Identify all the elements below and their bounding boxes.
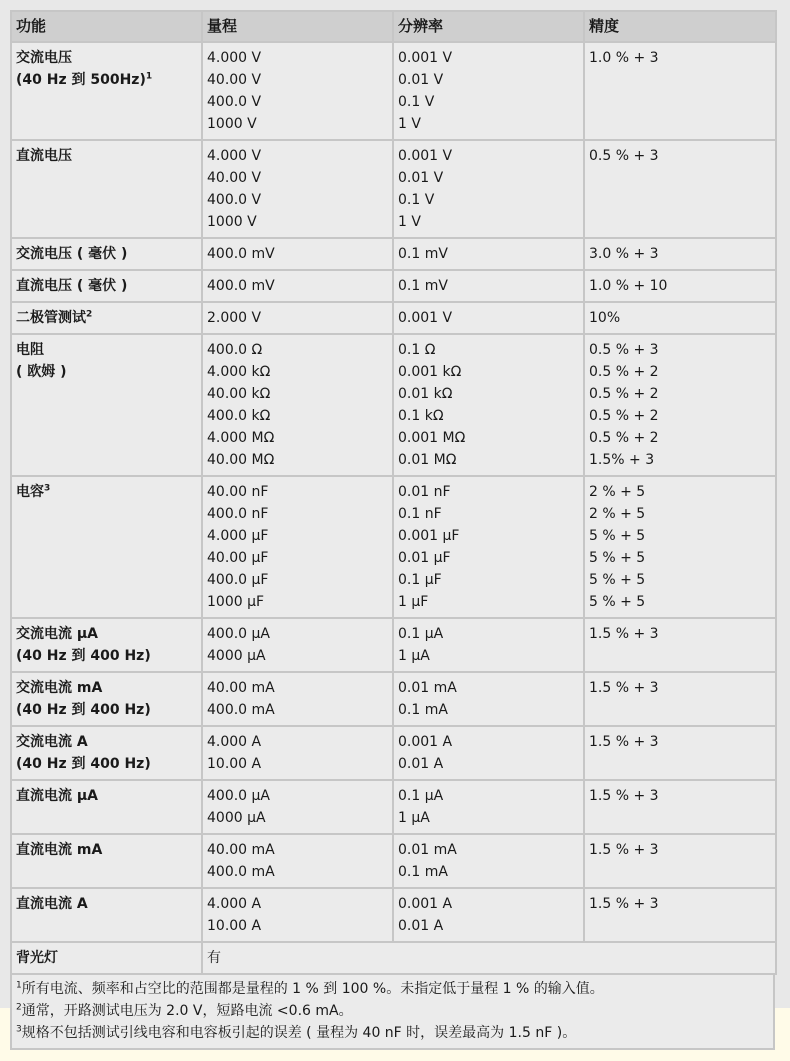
accuracy-cell — [584, 476, 776, 618]
accuracy-value: 1.5 % + 3 — [589, 896, 659, 912]
resolution-cell — [393, 270, 584, 302]
header-row — [11, 11, 776, 42]
range-value: 10.00 A — [207, 756, 262, 772]
spec-row — [11, 780, 776, 834]
resolution-value: 0.01 µF — [398, 550, 451, 566]
range-value: 40.00 V — [207, 170, 262, 186]
accuracy-cell — [584, 334, 776, 476]
accuracy-value: 2 % + 5 — [589, 484, 646, 500]
function-text: ( 欧姆 ) — [16, 364, 67, 380]
function-label — [16, 893, 197, 915]
resolution-value: 0.001 A — [398, 896, 453, 912]
function-cell — [11, 834, 202, 888]
range-cell — [202, 302, 393, 334]
range-cell — [202, 618, 393, 672]
spec-row — [11, 42, 776, 140]
function-cell — [11, 270, 202, 302]
function-label — [16, 307, 197, 329]
range-value: 400.0 V — [207, 94, 262, 110]
spec-body — [11, 42, 776, 942]
range-cell — [202, 334, 393, 476]
function-cell — [11, 238, 202, 270]
header-range: 量程 — [202, 11, 393, 42]
range-value: 1000 V — [207, 116, 257, 132]
resolution-value: 0.001 kΩ — [398, 364, 462, 380]
range-value: 40.00 kΩ — [207, 386, 271, 402]
accuracy-cell — [584, 140, 776, 238]
function-label — [16, 47, 197, 69]
accuracy-value: 10% — [589, 310, 621, 326]
range-value: 400.0 mA — [207, 864, 275, 880]
accuracy-value: 0.5 % + 3 — [589, 148, 659, 164]
function-label — [16, 623, 197, 645]
spec-row — [11, 888, 776, 942]
function-text: (40 Hz 到 400 Hz) — [16, 702, 151, 718]
accuracy-value: 5 % + 5 — [589, 572, 646, 588]
spec-row — [11, 270, 776, 302]
resolution-value: 0.001 A — [398, 734, 453, 750]
resolution-cell — [393, 302, 584, 334]
accuracy-value: 1.5 % + 3 — [589, 788, 659, 804]
resolution-cell — [393, 672, 584, 726]
function-label — [16, 645, 197, 667]
range-value: 400.0 mV — [207, 246, 275, 262]
accuracy-cell — [584, 726, 776, 780]
accuracy-value: 5 % + 5 — [589, 528, 646, 544]
footnote-mark: 2 — [16, 1002, 22, 1013]
specifications-table — [10, 10, 777, 975]
resolution-cell — [393, 618, 584, 672]
range-cell — [202, 726, 393, 780]
range-value: 400.0 Ω — [207, 342, 263, 358]
resolution-value: 0.1 kΩ — [398, 408, 444, 424]
accuracy-value: 0.5 % + 2 — [589, 430, 659, 446]
accuracy-cell — [584, 834, 776, 888]
function-label — [16, 699, 197, 721]
accuracy-cell — [584, 672, 776, 726]
function-label — [16, 481, 197, 503]
resolution-value: 0.1 µA — [398, 626, 444, 642]
range-value: 40.00 V — [207, 72, 262, 88]
function-label — [16, 361, 197, 383]
resolution-value: 0.1 mA — [398, 702, 448, 718]
resolution-cell — [393, 334, 584, 476]
spec-row — [11, 238, 776, 270]
resolution-cell — [393, 238, 584, 270]
range-value: 400.0 mV — [207, 278, 275, 294]
footnote-mark: 3 — [16, 1024, 22, 1035]
accuracy-cell — [584, 888, 776, 942]
footnote-2 — [16, 1000, 767, 1022]
function-cell — [11, 672, 202, 726]
function-cell — [11, 780, 202, 834]
range-value: 4000 µA — [207, 648, 266, 664]
accuracy-cell — [584, 238, 776, 270]
footnote-3 — [16, 1022, 767, 1044]
accuracy-value: 5 % + 5 — [589, 550, 646, 566]
accuracy-value: 1.5 % + 3 — [589, 680, 659, 696]
range-value: 4000 µA — [207, 810, 266, 826]
footnote-text: 通常，开路测试电压为 2.0 V，短路电流 <0.6 mA。 — [21, 1003, 353, 1019]
resolution-cell — [393, 726, 584, 780]
range-value: 40.00 µF — [207, 550, 269, 566]
range-value: 1000 µF — [207, 594, 265, 610]
range-value: 4.000 kΩ — [207, 364, 271, 380]
resolution-value: 1 µF — [398, 594, 429, 610]
accuracy-value: 0.5 % + 2 — [589, 386, 659, 402]
accuracy-value: 2 % + 5 — [589, 506, 646, 522]
footnote-ref: 1 — [145, 71, 153, 82]
range-value: 4.000 A — [207, 734, 262, 750]
backlight-value: 有 — [202, 942, 776, 974]
function-cell — [11, 334, 202, 476]
resolution-value: 0.001 V — [398, 310, 453, 326]
function-label — [16, 145, 197, 167]
function-text: 交流电流 µA — [16, 626, 99, 642]
range-value: 2.000 V — [207, 310, 262, 326]
accuracy-value: 0.5 % + 2 — [589, 364, 659, 380]
range-value: 400.0 µA — [207, 626, 271, 642]
range-value: 400.0 nF — [207, 506, 269, 522]
resolution-cell — [393, 780, 584, 834]
resolution-value: 1 µA — [398, 810, 430, 826]
range-cell — [202, 888, 393, 942]
resolution-value: 0.001 µF — [398, 528, 460, 544]
accuracy-value: 0.5 % + 3 — [589, 342, 659, 358]
footnotes — [10, 975, 775, 1050]
accuracy-cell — [584, 780, 776, 834]
range-value: 400.0 kΩ — [207, 408, 271, 424]
function-cell — [11, 140, 202, 238]
accuracy-value: 0.5 % + 2 — [589, 408, 659, 424]
accuracy-value: 1.0 % + 10 — [589, 278, 668, 294]
spec-row — [11, 834, 776, 888]
resolution-value: 0.1 V — [398, 94, 435, 110]
resolution-value: 0.01 A — [398, 918, 444, 934]
function-cell — [11, 476, 202, 618]
range-value: 4.000 V — [207, 50, 262, 66]
function-cell — [11, 618, 202, 672]
header-function: 功能 — [11, 11, 202, 42]
resolution-value: 0.01 MΩ — [398, 452, 457, 468]
function-cell — [11, 888, 202, 942]
function-text: 直流电压 — [16, 148, 72, 164]
function-text: 直流电流 A — [16, 896, 88, 912]
accuracy-value: 1.0 % + 3 — [589, 50, 659, 66]
range-value: 400.0 µF — [207, 572, 269, 588]
header-accuracy: 精度 — [584, 11, 776, 42]
function-cell — [11, 726, 202, 780]
range-value: 1000 V — [207, 214, 257, 230]
function-label — [16, 731, 197, 753]
footnote-1 — [16, 978, 767, 1000]
resolution-value: 0.001 MΩ — [398, 430, 466, 446]
resolution-value: 0.01 mA — [398, 842, 457, 858]
function-text: (40 Hz 到 400 Hz) — [16, 756, 151, 772]
range-value: 40.00 MΩ — [207, 452, 275, 468]
function-cell — [11, 42, 202, 140]
function-text: 电容 — [16, 484, 44, 500]
accuracy-cell — [584, 302, 776, 334]
spec-row — [11, 302, 776, 334]
resolution-value: 0.001 V — [398, 148, 453, 164]
footnote-text: 规格不包括测试引线电容和电容板引起的误差 ( 量程为 40 nF 时，误差最高为 1.5 nF )。 — [21, 1025, 577, 1041]
range-value: 40.00 mA — [207, 842, 275, 858]
function-text: 电阻 — [16, 342, 44, 358]
range-value: 400.0 µA — [207, 788, 271, 804]
resolution-cell — [393, 42, 584, 140]
resolution-value: 0.1 mA — [398, 864, 448, 880]
resolution-value: 0.001 V — [398, 50, 453, 66]
footnote-mark: 1 — [16, 980, 22, 991]
range-value: 40.00 nF — [207, 484, 269, 500]
resolution-value: 0.1 Ω — [398, 342, 436, 358]
function-text: 交流电流 A — [16, 734, 88, 750]
range-value: 40.00 mA — [207, 680, 275, 696]
range-cell — [202, 834, 393, 888]
resolution-value: 0.01 nF — [398, 484, 451, 500]
range-cell — [202, 672, 393, 726]
resolution-value: 1 V — [398, 116, 421, 132]
resolution-value: 0.01 V — [398, 170, 444, 186]
resolution-value: 0.1 µF — [398, 572, 442, 588]
spec-row — [11, 476, 776, 618]
function-text: 交流电压 — [16, 50, 72, 66]
resolution-value: 0.1 µA — [398, 788, 444, 804]
range-cell — [202, 270, 393, 302]
function-label — [16, 839, 197, 861]
function-text: 直流电流 mA — [16, 842, 103, 858]
spec-row — [11, 618, 776, 672]
accuracy-cell — [584, 270, 776, 302]
footnote-text: 所有电流、频率和占空比的范围都是量程的 1 % 到 100 %。未指定低于量程 1 % 的输入值。 — [21, 981, 604, 997]
accuracy-value: 1.5 % + 3 — [589, 734, 659, 750]
function-label — [16, 785, 197, 807]
resolution-cell — [393, 476, 584, 618]
function-label — [16, 69, 197, 91]
function-label — [16, 677, 197, 699]
resolution-cell — [393, 888, 584, 942]
function-cell — [11, 302, 202, 334]
resolution-value: 1 V — [398, 214, 421, 230]
resolution-value: 0.1 mV — [398, 278, 448, 294]
resolution-value: 0.01 A — [398, 756, 444, 772]
function-label — [16, 275, 197, 297]
range-value: 400.0 V — [207, 192, 262, 208]
accuracy-value: 5 % + 5 — [589, 594, 646, 610]
range-value: 4.000 A — [207, 896, 262, 912]
resolution-value: 0.1 V — [398, 192, 435, 208]
backlight-label: 背光灯 — [11, 942, 202, 974]
function-text: 交流电压 ( 毫伏 ) — [16, 246, 128, 262]
range-cell — [202, 238, 393, 270]
spec-row — [11, 140, 776, 238]
spec-row — [11, 672, 776, 726]
accuracy-value: 1.5 % + 3 — [589, 842, 659, 858]
accuracy-cell — [584, 42, 776, 140]
range-cell — [202, 42, 393, 140]
accuracy-value: 3.0 % + 3 — [589, 246, 659, 262]
resolution-value: 0.1 nF — [398, 506, 442, 522]
range-value: 4.000 µF — [207, 528, 269, 544]
function-text: 交流电流 mA — [16, 680, 103, 696]
range-value: 4.000 V — [207, 148, 262, 164]
resolution-value: 0.01 V — [398, 72, 444, 88]
function-text: (40 Hz 到 500Hz) — [16, 72, 146, 88]
range-value: 4.000 MΩ — [207, 430, 275, 446]
header-resolution: 分辨率 — [393, 11, 584, 42]
resolution-cell — [393, 140, 584, 238]
resolution-value: 0.01 kΩ — [398, 386, 453, 402]
accuracy-value: 1.5 % + 3 — [589, 626, 659, 642]
resolution-value: 0.01 mA — [398, 680, 457, 696]
function-label — [16, 753, 197, 775]
accuracy-cell — [584, 618, 776, 672]
function-text: 直流电流 µA — [16, 788, 99, 804]
accuracy-value: 1.5% + 3 — [589, 452, 655, 468]
footnote-ref: 2 — [86, 309, 93, 320]
range-value: 400.0 mA — [207, 702, 275, 718]
range-cell — [202, 476, 393, 618]
function-label — [16, 339, 197, 361]
spec-row — [11, 726, 776, 780]
resolution-cell — [393, 834, 584, 888]
range-cell — [202, 140, 393, 238]
function-text: 二极管测试 — [16, 310, 86, 326]
function-text: (40 Hz 到 400 Hz) — [16, 648, 151, 664]
spec-row — [11, 334, 776, 476]
function-text: 直流电压 ( 毫伏 ) — [16, 278, 128, 294]
backlight-row — [11, 942, 776, 974]
function-label — [16, 243, 197, 265]
range-value: 10.00 A — [207, 918, 262, 934]
resolution-value: 0.1 mV — [398, 246, 448, 262]
resolution-value: 1 µA — [398, 648, 430, 664]
footnote-ref: 3 — [44, 483, 51, 494]
range-cell — [202, 780, 393, 834]
